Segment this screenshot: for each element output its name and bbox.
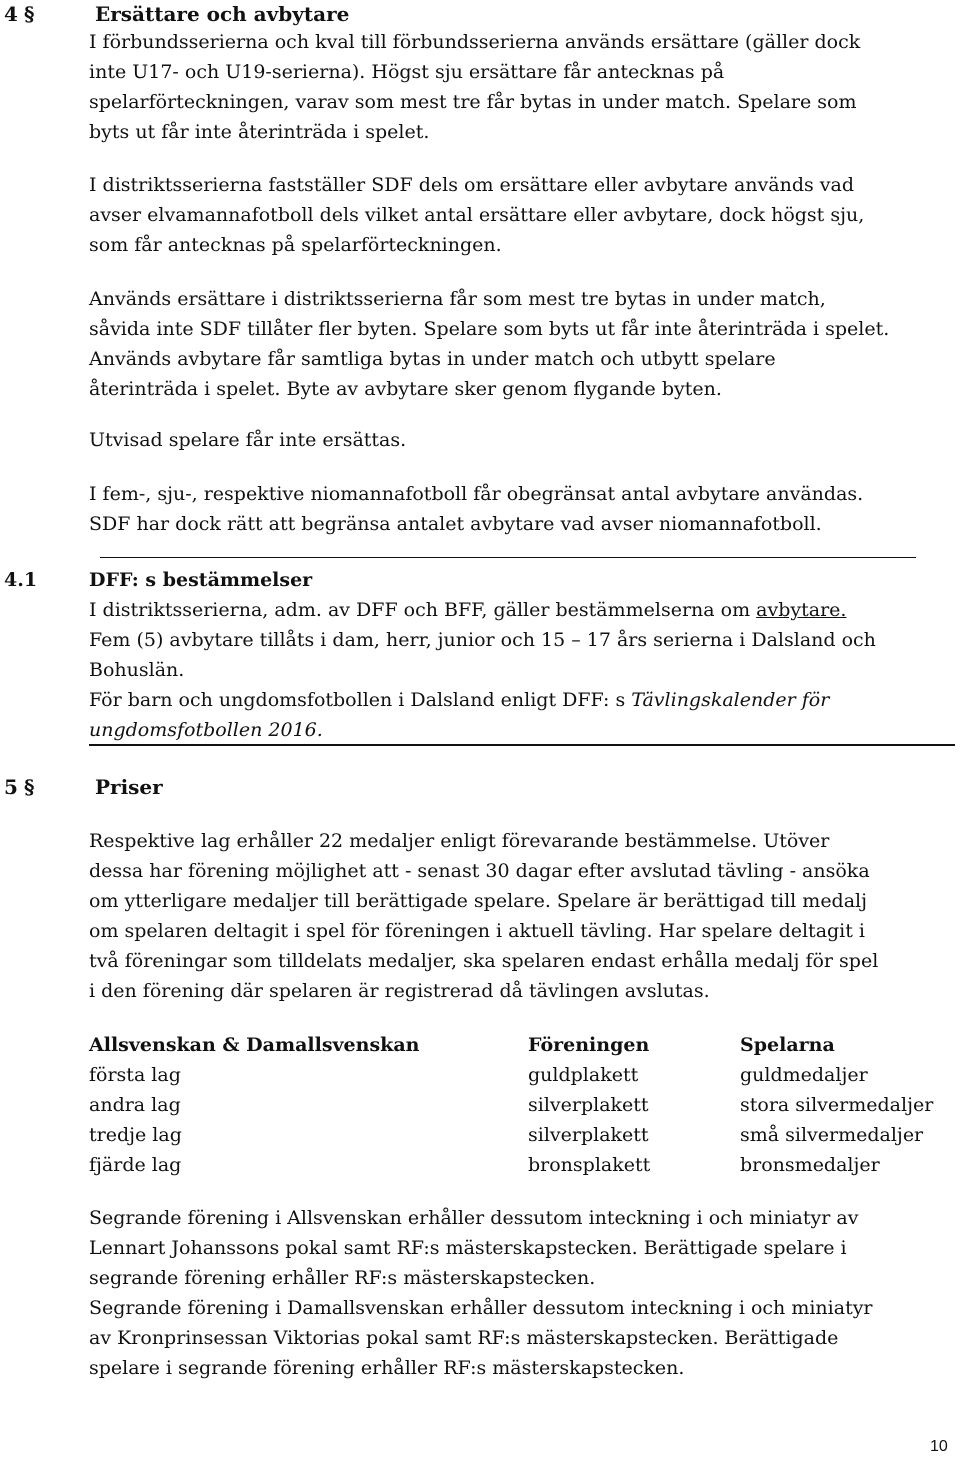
text-line: Lennart Johanssons pokal samt RF:s mästerskapstecken. Berättigade spelare i: [89, 1237, 847, 1259]
section-4-1-body: [89, 595, 949, 745]
italic-text: ungdomsfotbollen 2016.: [89, 719, 323, 741]
table-row: [89, 1090, 955, 1120]
text-line: SDF har dock rätt att begränsa antalet avbytare vad avser niomannafotboll.: [89, 513, 822, 535]
table-cell: små silvermedaljer: [740, 1124, 924, 1146]
text-line: Bohuslän.: [89, 659, 185, 681]
text-line: spelare i segrande förening erhåller RF:s mästerskapstecken.: [89, 1357, 685, 1379]
text-line: av Kronprinsessan Viktorias pokal samt RF:s mästerskapstecken. Berättigade: [89, 1327, 839, 1349]
section-4-paragraph-4: [89, 425, 949, 455]
text-line: [89, 715, 949, 745]
text-line: Fem (5) avbytare tillåts i dam, herr, junior och 15 – 17 års serierna i Dalsland och: [89, 629, 876, 651]
section-4-paragraph-2: [89, 170, 949, 260]
text-line: spelarförteckningen, varav som mest tre får bytas in under match. Spelare som: [89, 91, 857, 113]
table-cell: stora silvermedaljer: [740, 1094, 934, 1116]
section-4-paragraph-1: [89, 27, 949, 147]
section-5-number: 5: [4, 775, 18, 799]
section-divider-thick: [89, 744, 955, 746]
section-5-title: Priser: [95, 775, 163, 799]
table-header-cell: Spelarna: [740, 1034, 835, 1056]
text-line: två föreningar som tilldelats medaljer, ska spelaren endast erhålla medalj för spel: [89, 950, 879, 972]
text-line: dessa har förening möjlighet att - senast 30 dagar efter avslutad tävling - ansöka: [89, 860, 870, 882]
section-4-paragraph-5: [89, 479, 949, 539]
table-cell: bronsplakett: [528, 1154, 651, 1176]
text-line: Används avbytare får samtliga bytas in under match och utbytt spelare: [89, 348, 776, 370]
table-cell: guldmedaljer: [740, 1064, 868, 1086]
text-line: byts ut får inte återinträda i spelet.: [89, 121, 430, 143]
table-row: [89, 1060, 955, 1090]
section-5-symbol: §: [24, 775, 35, 799]
section-5-paragraph-2: [89, 1203, 949, 1383]
text-line: såvida inte SDF tillåter fler byten. Spelare som byts ut får inte återinträda i spelet.: [89, 318, 890, 340]
page-number: 10: [930, 1438, 948, 1455]
text-line: Segrande förening i Allsvenskan erhåller dessutom inteckning i och miniatyr av: [89, 1207, 859, 1229]
section-4-symbol: §: [24, 2, 35, 26]
text-line: I distriktsserierna fastställer SDF dels om ersättare eller avbytare används vad: [89, 174, 854, 196]
text-line: återinträda i spelet. Byte av avbytare sker genom flygande byten.: [89, 378, 722, 400]
table-header-cell: Föreningen: [528, 1034, 650, 1056]
text-line: i den förening där spelaren är registrerad då tävlingen avslutas.: [89, 980, 710, 1002]
text-line: inte U17- och U19-serierna). Högst sju ersättare får antecknas på: [89, 61, 725, 83]
text-line: om ytterligare medaljer till berättigade spelare. Spelare är berättigad till medalj: [89, 890, 868, 912]
text-line: I fem-, sju-, respektive niomannafotboll får obegränsat antal avbytare användas.: [89, 483, 864, 505]
table-cell: silverplakett: [528, 1124, 649, 1146]
text-fragment: För barn och ungdomsfotbollen i Dalsland enligt DFF: s: [89, 689, 632, 711]
table-cell: andra lag: [89, 1094, 181, 1116]
table-cell: guldplakett: [528, 1064, 639, 1086]
table-header-row: [89, 1030, 955, 1060]
text-line: som får antecknas på spelarförteckningen.: [89, 234, 502, 256]
section-4-1-number: 4.1: [4, 569, 38, 591]
table-cell: första lag: [89, 1064, 181, 1086]
table-cell: silverplakett: [528, 1094, 649, 1116]
table-row: [89, 1120, 955, 1150]
text-fragment: I distriktsserierna, adm. av DFF och BFF, gäller bestämmelserna om: [89, 599, 757, 621]
section-4-title: Ersättare och avbytare: [95, 2, 350, 26]
text-line: Utvisad spelare får inte ersättas.: [89, 429, 407, 451]
section-divider: [100, 557, 916, 558]
underlined-text: avbytare.: [756, 599, 847, 621]
text-line: I förbundsserierna och kval till förbundsserierna används ersättare (gäller dock: [89, 31, 861, 53]
text-line: Används ersättare i distriktsserierna får som mest tre bytas in under match,: [89, 288, 826, 310]
text-line: [89, 595, 949, 625]
text-line: [89, 685, 949, 715]
table-cell: fjärde lag: [89, 1154, 182, 1176]
text-line: Respektive lag erhåller 22 medaljer enligt förevarande bestämmelse. Utöver: [89, 830, 830, 852]
table-cell: bronsmedaljer: [740, 1154, 880, 1176]
table-row: [89, 1150, 955, 1180]
text-line: segrande förening erhåller RF:s mästerskapstecken.: [89, 1267, 596, 1289]
text-line: om spelaren deltagit i spel för föreningen i aktuell tävling. Har spelare deltagit i: [89, 920, 866, 942]
section-4-1-title: DFF: s bestämmelser: [89, 569, 313, 591]
table-header-cell: Allsvenskan & Damallsvenskan: [89, 1034, 420, 1056]
section-5-paragraph-1: [89, 826, 949, 1006]
text-line: Segrande förening i Damallsvenskan erhåller dessutom inteckning i och miniatyr: [89, 1297, 873, 1319]
section-4-number: 4: [4, 2, 18, 26]
section-4-paragraph-3: [89, 284, 949, 404]
table-cell: tredje lag: [89, 1124, 182, 1146]
italic-text: Tävlingskalender för: [631, 689, 830, 711]
prize-table: [89, 1030, 955, 1180]
text-line: avser elvamannafotboll dels vilket antal ersättare eller avbytare, dock högst sju,: [89, 204, 865, 226]
